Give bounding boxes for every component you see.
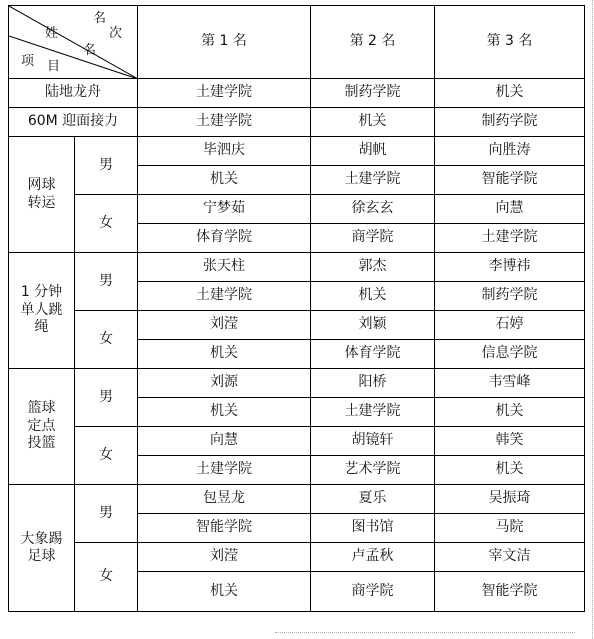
result-row <box>9 427 585 456</box>
result-cell: 向慧 <box>435 195 585 224</box>
result-cell: 制药学院 <box>435 282 585 311</box>
result-cell: 宰文洁 <box>435 543 585 572</box>
second-place-cell: 制药学院 <box>311 79 435 108</box>
result-cell: 智能学院 <box>138 514 311 543</box>
result-cell: 商学院 <box>311 572 435 612</box>
result-cell: 机关 <box>435 456 585 485</box>
diagonal-header-cell <box>9 6 138 79</box>
third-place-cell: 制药学院 <box>435 108 585 137</box>
result-row <box>9 253 585 282</box>
place-header-2: 第 2 名 <box>311 6 435 79</box>
result-cell: 土建学院 <box>311 166 435 195</box>
event-name-line: 绳 <box>34 319 49 336</box>
corner-label-xing: 姓 <box>45 26 59 41</box>
header-row <box>9 6 585 79</box>
result-cell: 体育学院 <box>311 340 435 369</box>
result-cell: 艺术学院 <box>311 456 435 485</box>
result-cell: 马院 <box>435 514 585 543</box>
result-cell: 吴振琦 <box>435 485 585 514</box>
event-name-line: 网球 <box>27 177 56 193</box>
result-cell: 韦雪峰 <box>435 369 585 398</box>
result-cell: 机关 <box>138 398 311 427</box>
result-cell: 图书馆 <box>311 514 435 543</box>
result-cell: 刘滢 <box>138 311 311 340</box>
result-cell: 机关 <box>138 340 311 369</box>
result-cell: 胡镜轩 <box>311 427 435 456</box>
result-cell: 信息学院 <box>435 340 585 369</box>
first-place-cell: 土建学院 <box>138 108 311 137</box>
gender-cell: 男 <box>75 485 138 543</box>
result-cell: 向胜涛 <box>435 137 585 166</box>
result-cell: 向慧 <box>138 427 311 456</box>
result-cell: 徐玄玄 <box>311 195 435 224</box>
place-header-1: 第 1 名 <box>138 6 311 79</box>
event-row <box>9 79 585 108</box>
result-cell: 李博祎 <box>435 253 585 282</box>
page-boundary-bottom <box>275 632 575 633</box>
event-name-line: 投篮 <box>27 435 56 452</box>
result-cell: 土建学院 <box>138 282 311 311</box>
event-name-cell <box>9 137 75 253</box>
result-cell: 智能学院 <box>435 166 585 195</box>
event-name-line: 单人跳 <box>20 301 63 318</box>
result-cell: 阳桥 <box>311 369 435 398</box>
result-cell: 包昱龙 <box>138 485 311 514</box>
gender-cell: 女 <box>75 543 138 612</box>
corner-label-ming-mid: 名 <box>83 43 97 58</box>
event-name-line: 篮球 <box>27 400 56 417</box>
result-cell: 夏乐 <box>311 485 435 514</box>
result-cell: 宁梦茹 <box>138 195 311 224</box>
result-row <box>9 485 585 514</box>
result-cell: 机关 <box>138 572 311 612</box>
event-row <box>9 108 585 137</box>
third-place-cell: 机关 <box>435 79 585 108</box>
result-cell: 刘滢 <box>138 543 311 572</box>
result-row <box>9 369 585 398</box>
gender-cell: 男 <box>75 137 138 195</box>
gender-cell: 女 <box>75 311 138 369</box>
event-name-line: 1 分钟 <box>20 284 63 301</box>
result-cell: 智能学院 <box>435 572 585 612</box>
place-header-3: 第 3 名 <box>435 6 585 79</box>
corner-label-mu: 目 <box>47 59 61 74</box>
corner-label-ci: 次 <box>109 26 123 41</box>
result-cell: 韩笑 <box>435 427 585 456</box>
event-name-line: 足球 <box>27 548 56 564</box>
result-cell: 土建学院 <box>311 398 435 427</box>
result-cell: 郭杰 <box>311 253 435 282</box>
result-cell: 张天柱 <box>138 253 311 282</box>
corner-label-ming-top: 名 <box>93 11 107 26</box>
result-cell: 机关 <box>311 282 435 311</box>
event-name: 60M 迎面接力 <box>9 108 138 137</box>
result-cell: 体育学院 <box>138 224 311 253</box>
result-cell: 土建学院 <box>138 456 311 485</box>
result-cell: 机关 <box>138 166 311 195</box>
corner-label-xiang: 项 <box>21 54 35 69</box>
event-name-line: 转运 <box>27 194 56 211</box>
event-name-cell <box>9 485 75 612</box>
event-name-cell <box>9 253 75 369</box>
result-cell: 商学院 <box>311 224 435 253</box>
result-cell: 刘颖 <box>311 311 435 340</box>
result-row <box>9 137 585 166</box>
result-cell: 毕泗庆 <box>138 137 311 166</box>
result-cell: 胡帆 <box>311 137 435 166</box>
result-row <box>9 311 585 340</box>
gender-cell: 男 <box>75 253 138 311</box>
event-name-line: 定点 <box>27 417 56 434</box>
result-cell: 石婷 <box>435 311 585 340</box>
result-cell: 刘源 <box>138 369 311 398</box>
gender-cell: 男 <box>75 369 138 427</box>
page-boundary-right <box>592 0 593 639</box>
result-cell: 卢孟秋 <box>311 543 435 572</box>
result-row <box>9 195 585 224</box>
event-name-cell <box>9 369 75 485</box>
gender-cell: 女 <box>75 195 138 253</box>
second-place-cell: 机关 <box>311 108 435 137</box>
gender-cell: 女 <box>75 427 138 485</box>
first-place-cell: 土建学院 <box>138 79 311 108</box>
result-row <box>9 543 585 572</box>
event-name-line: 大象踢 <box>20 530 63 547</box>
results-table <box>8 5 585 612</box>
event-name: 陆地龙舟 <box>9 79 138 108</box>
result-cell: 机关 <box>435 398 585 427</box>
result-cell: 土建学院 <box>435 224 585 253</box>
